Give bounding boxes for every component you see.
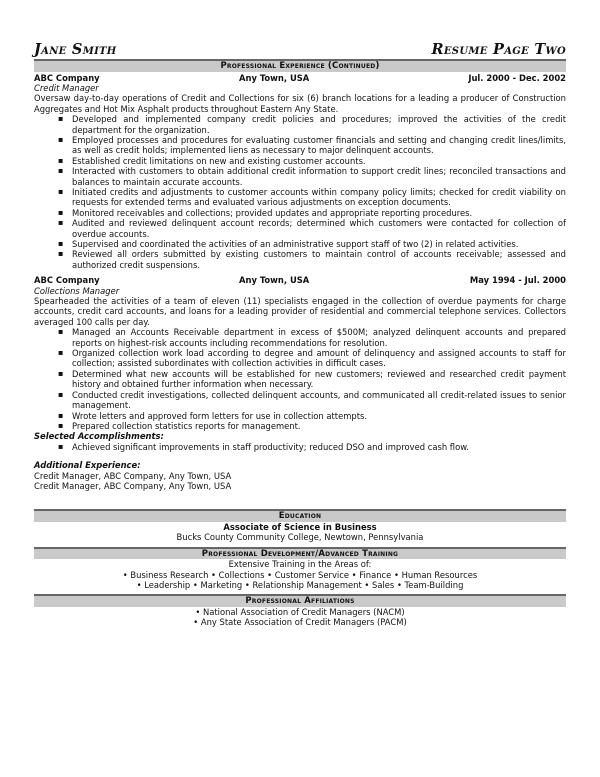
training-intro: Extensive Training in the Areas of: — [228, 559, 372, 570]
bullet-item: ▪ Wrote letters and approved form letters for use in collection attempts. — [72, 411, 566, 421]
bullet-item: ▪ Employed processes and procedures for evaluating customer financials and setting and changing credit lines/limits, as well as credit holds; implemented liens as necessary to major delinquent accounts. — [72, 135, 566, 156]
accomplishments-label: Selected Accomplishments: — [34, 431, 164, 442]
bullet-item: ▪ Supervised and coordinated the activities of an administrative support staff of two (2) in related activities. — [72, 239, 566, 249]
job-title: Collections Manager — [34, 285, 120, 296]
bullet-item: ▪ Prepared collection statistics reports for management. — [72, 421, 566, 431]
bullet-item: ▪ Determined what new accounts will be established for new customers; reviewed and researched credit payment history and obtained further information when necessary. — [72, 369, 566, 390]
affiliation-item: • National Association of Credit Managers (NACM) — [195, 606, 405, 617]
job-title: Credit Manager — [34, 82, 99, 93]
candidate-name: Jane Smith — [34, 41, 117, 58]
bullet-item: ▪ Organized collection work load according to degree and amount of delinquency and assigned accounts to staff for collection; assisted subordinates with collection activities in difficult cases. — [72, 348, 566, 369]
bullet-item: ▪ Achieved significant improvements in staff productivity; reduced DSO and improved cash flow. — [72, 442, 566, 452]
job-location: Any Town, USA — [239, 275, 310, 286]
additional-experience-label: Additional Experience: — [34, 460, 141, 471]
job-summary: Spearheaded the activities of a team of eleven (11) specialists engaged in the collection of overdue payments for charge accounts, credit card accounts, and loans for a leading provider of residential and commercial telephone services. Collectors averaged 100 calls per day. — [34, 296, 566, 327]
additional-experience-line: Credit Manager, ABC Company, Any Town, USA — [34, 470, 232, 481]
job-location: Any Town, USA — [239, 72, 310, 83]
job-company: ABC Company — [34, 72, 100, 83]
education-school: Bucks County Community College, Newtown, Pennsylvania — [176, 532, 424, 543]
resume-page — [34, 42, 566, 628]
job-header — [34, 73, 566, 83]
additional-experience-line: Credit Manager, ABC Company, Any Town, USA — [34, 480, 232, 491]
bullet-item: ▪ Initiated credits and adjustments to customer accounts within company policy limits; checked for credit viability on requests for extended terms and evaluated various adjustments on exception documents. — [72, 187, 566, 208]
bullet-item: ▪ Managed an Accounts Receivable department in excess of $500M; analyzed delinquent accounts and prepared reports on highest-risk accounts including recommendations for resolution. — [72, 327, 566, 348]
affiliation-item: • Any State Association of Credit Managers (PACM) — [193, 617, 407, 628]
bullet-item: ▪ Reviewed all orders submitted by existing customers to maintain control of accounts receivable; assessed and authorized credit suspensions. — [72, 249, 566, 270]
job-bullet-list — [34, 327, 566, 431]
job-company: ABC Company — [34, 275, 100, 286]
bullet-item: ▪ Interacted with customers to obtain additional credit information to support credit lines; reconciled transactions and balances to maintain accurate accounts. — [72, 166, 566, 187]
resume-header — [34, 42, 566, 57]
training-areas-line: • Business Research • Collections • Customer Service • Finance • Human Resources — [122, 569, 478, 580]
section-heading-training: Professional Development/Advanced Training — [34, 547, 566, 560]
bullet-item: ▪ Audited and reviewed delinquent account records; determined which customers were contacted for collection of overdue accounts. — [72, 218, 566, 239]
section-heading-education: Education — [34, 509, 566, 522]
bullet-item: ▪ Conducted credit investigations, collected delinquent accounts, and communicated all credit-related issues to senior management. — [72, 390, 566, 411]
bullet-item: ▪ Monitored receivables and collections; provided updates and appropriate reporting procedures. — [72, 208, 566, 218]
section-heading-experience: Professional Experience (Continued) — [34, 59, 566, 72]
job-summary: Oversaw day-to-day operations of Credit and Collections for six (6) branch locations for a leading a producer of Construction Aggregates and Hot Mix Asphalt products throughout Eastern Any State. — [34, 93, 566, 114]
training-areas-line: • Leadership • Marketing • Relationship Management • Sales • Team-Building — [136, 579, 464, 590]
job-header — [34, 275, 566, 285]
page-label: Resume Page Two — [431, 41, 566, 58]
bullet-item: ▪ Established credit limitations on new and existing customer accounts. — [72, 156, 566, 166]
job-dates: May 1994 - Jul. 2000 — [469, 275, 566, 286]
section-heading-affiliations: Professional Affiliations — [34, 594, 566, 607]
job-dates: Jul. 2000 - Dec. 2002 — [468, 72, 566, 83]
education-degree: Associate of Science in Business — [223, 521, 377, 532]
job-bullet-list — [34, 114, 566, 270]
bullet-item: ▪ Developed and implemented company credit policies and procedures; improved the activities of the credit department for the organization. — [72, 114, 566, 135]
accomplishments-list — [34, 442, 566, 452]
